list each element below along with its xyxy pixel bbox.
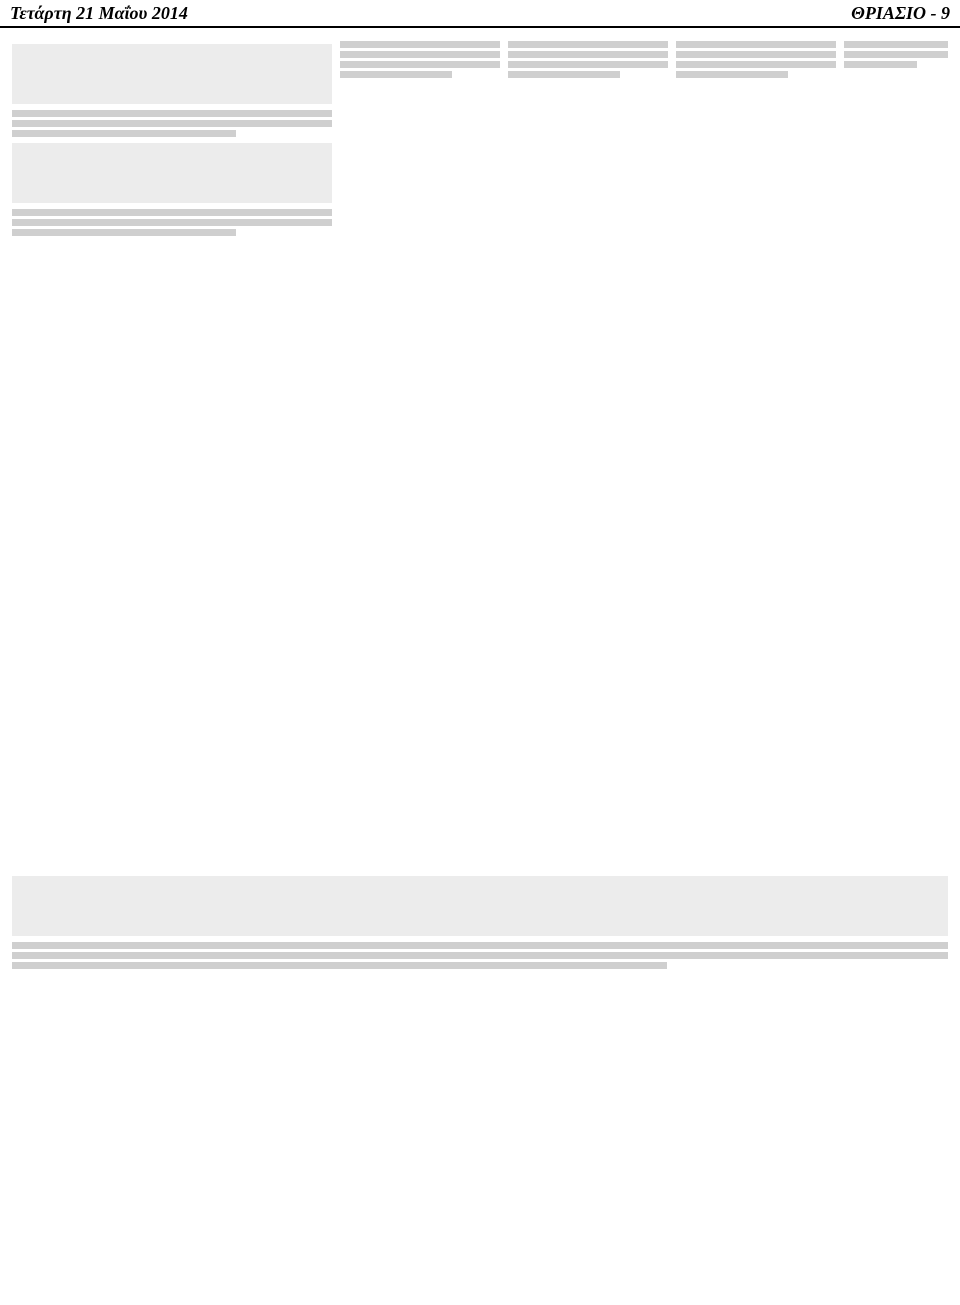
column-4-text — [676, 38, 836, 855]
issue-date: Τετάρτη 21 Μαΐου 2014 — [10, 2, 188, 23]
column-3-text — [508, 38, 668, 855]
column-1-announcement — [12, 38, 332, 855]
paper-name-and-page: ΘΡΙΑΣΙΟ - 9 — [851, 2, 950, 23]
page-header — [0, 0, 960, 28]
bottom-announcements — [12, 870, 948, 1285]
column-5-text — [844, 38, 948, 855]
column-2-text — [340, 38, 500, 855]
